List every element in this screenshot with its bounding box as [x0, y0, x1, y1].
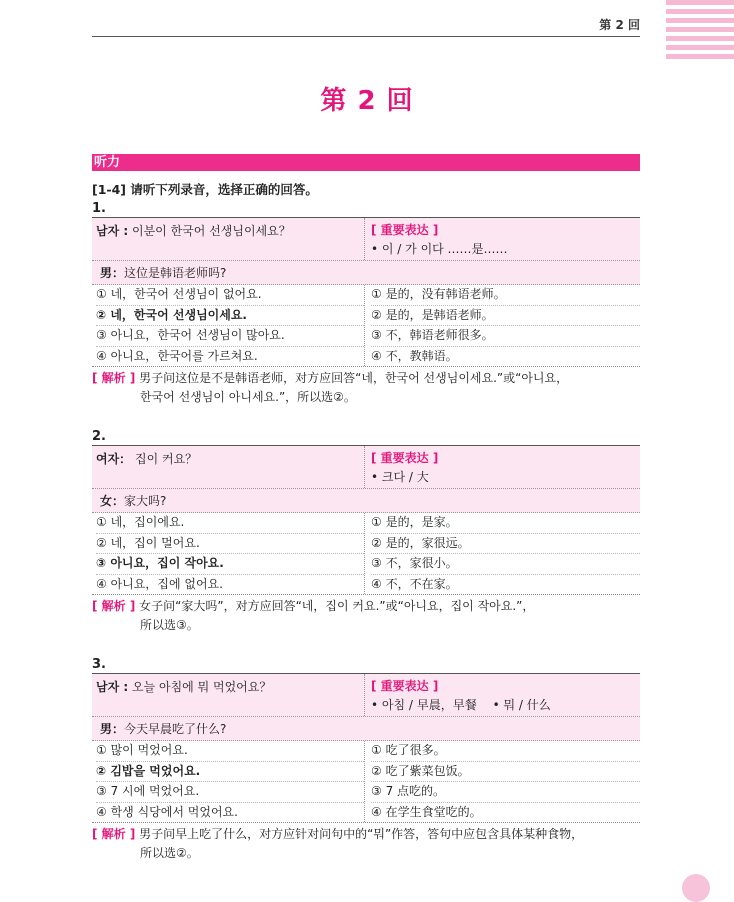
decorative-stripes — [666, 0, 734, 66]
analysis-line-2: 所以选②。 — [140, 846, 199, 860]
key-expression-item: • 이 / 가 이다 ……是…… — [371, 242, 508, 256]
analysis — [92, 825, 640, 863]
analysis-line-2: 한국어 선생님이 아니세요.”，所以选②。 — [140, 390, 356, 404]
question-number: 2. — [92, 429, 106, 444]
analysis-tag: [ 解析 ] — [92, 599, 136, 613]
option-ko-1: ① 많이 먹었어요. — [96, 741, 364, 762]
question-3 — [92, 656, 640, 863]
option-zh-1: ① 吃了很多。 — [371, 741, 640, 762]
section-bar: 听力 — [92, 154, 640, 171]
analysis — [92, 597, 640, 635]
prompt-speaker: 남자 : — [96, 680, 129, 694]
key-expression — [365, 446, 640, 488]
chinese-options — [365, 285, 640, 366]
translation-speaker: 女： — [100, 494, 125, 508]
key-expression-title: [ 重要表达 ] — [371, 451, 439, 465]
chinese-options — [365, 741, 640, 822]
key-expression-title: [ 重要表达 ] — [371, 679, 439, 693]
translation-text: 这位是韩语老师吗? — [124, 266, 227, 280]
option-zh-2: ② 是的，是韩语老师。 — [371, 306, 640, 327]
key-expression-item: • 크다 / 大 — [371, 470, 429, 484]
prompt — [92, 674, 365, 716]
prompt-text: 이분이 한국어 선생님이세요？ — [128, 224, 291, 238]
option-ko-2: ② 네，한국어 선생님이세요. — [96, 306, 364, 327]
question-1 — [92, 200, 640, 407]
translation-speaker: 男： — [100, 266, 125, 280]
option-ko-2: ② 네，집이 멀어요. — [96, 534, 364, 555]
translation-speaker: 男： — [100, 722, 125, 736]
question-table — [92, 673, 640, 823]
translation-text: 家大吗? — [124, 494, 167, 508]
prompt — [92, 446, 365, 488]
option-ko-4: ④ 아니요，한국어를 가르쳐요. — [96, 348, 258, 363]
question-table — [92, 217, 640, 367]
instruction: [1-4] 请听下列录音，选择正确的回答。 — [92, 182, 318, 197]
translation — [92, 717, 640, 741]
korean-options — [92, 741, 365, 822]
question-number: 3. — [92, 657, 106, 672]
prompt-text: 집이 커요？ — [131, 452, 198, 466]
option-zh-3: ③ 不，家很小。 — [371, 554, 640, 575]
option-zh-4: ④ 在学生食堂吃的。 — [371, 804, 482, 819]
option-zh-1: ① 是的，没有韩语老师。 — [371, 285, 640, 306]
korean-options — [92, 513, 365, 594]
option-ko-4: ④ 학생 식당에서 먹었어요. — [96, 804, 238, 819]
question-table — [92, 445, 640, 595]
prompt-text: 오늘 아침에 뭐 먹었어요？ — [128, 680, 272, 694]
analysis — [92, 369, 640, 407]
option-zh-4: ④ 不，教韩语。 — [371, 348, 458, 363]
analysis-line-1: 男子问这位是不是韩语老师，对方应回答“네，한국어 선생님이세요.”或“아니요， — [135, 371, 569, 385]
option-ko-3: ③ 아니요，집이 작아요. — [96, 554, 364, 575]
prompt-speaker: 여자： — [96, 452, 132, 466]
option-zh-2: ② 是的，家很远。 — [371, 534, 640, 555]
option-zh-3: ③ 7 点吃的。 — [371, 782, 640, 803]
option-ko-3: ③ 7 시에 먹었어요. — [96, 782, 364, 803]
analysis-line-1: 男子问早上吃了什么，对方应针对问句中的“뭐”作答，答句中应包含具体某种食物， — [135, 827, 584, 841]
analysis-tag: [ 解析 ] — [92, 371, 136, 385]
key-expression — [365, 218, 640, 260]
option-ko-2: ② 김밥을 먹었어요. — [96, 762, 364, 783]
translation — [92, 489, 640, 513]
key-expression — [365, 674, 640, 716]
option-zh-1: ① 是的，是家。 — [371, 513, 640, 534]
option-zh-3: ③ 不，韩语老师很多。 — [371, 326, 640, 347]
option-zh-4: ④ 不，不在家。 — [371, 576, 458, 591]
key-expression-title: [ 重要表达 ] — [371, 223, 439, 237]
question-number: 1. — [92, 201, 106, 216]
prompt-speaker: 남자 : — [96, 224, 129, 238]
header-chapter: 第 2 回 — [599, 18, 640, 32]
option-zh-2: ② 吃了紫菜包饭。 — [371, 762, 640, 783]
korean-options — [92, 285, 365, 366]
page-title: 第 2 回 — [320, 86, 414, 116]
translation — [92, 261, 640, 285]
option-ko-3: ③ 아니요，한국어 선생님이 많아요. — [96, 326, 364, 347]
translation-text: 今天早晨吃了什么? — [124, 722, 227, 736]
option-ko-1: ① 네，한국어 선생님이 없어요. — [96, 285, 364, 306]
decorative-circle — [682, 874, 710, 902]
analysis-tag: [ 解析 ] — [92, 827, 136, 841]
chinese-options — [365, 513, 640, 594]
option-ko-1: ① 네，집이에요. — [96, 513, 364, 534]
question-2 — [92, 428, 640, 635]
analysis-line-1: 女子问“家大吗”，对方应回答“네，집이 커요.”或“아니요，집이 작아요.”， — [135, 599, 535, 613]
page-header — [92, 14, 640, 37]
analysis-line-2: 所以选③。 — [140, 618, 199, 632]
option-ko-4: ④ 아니요，집에 없어요. — [96, 576, 223, 591]
prompt — [92, 218, 365, 260]
key-expression-item: • 아침 / 早晨，早餐 • 뭐 / 什么 — [371, 698, 551, 712]
